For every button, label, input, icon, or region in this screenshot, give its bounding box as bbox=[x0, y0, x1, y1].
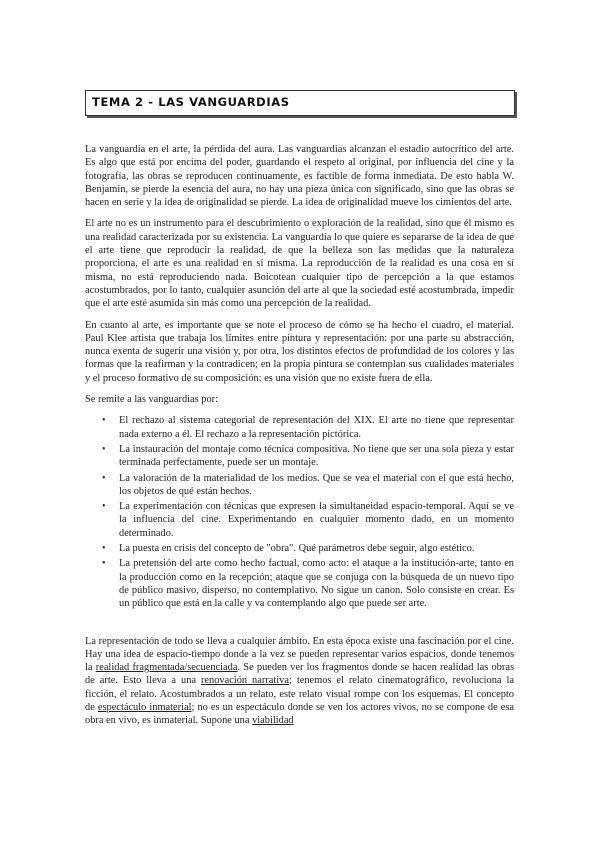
paragraph-representacion: La representación de todo se lleva a cualquier ámbito. En esta época existe una fascinación por el cine. Hay una idea de espacio-tiempo donde a la vez se pueden representar varios espacios, donde tenemos la realidad fragmentada/secuenciada. Se pueden ver los fragmentos donde se hacen realidad las obras de arte. Esto lleva a una renovación narrativa; tenemos el relato cinematográfico, revoluciona la ficción, el relato. Acostumbrados a un relato, este relato visual rompe con los esquemas. El concepto de espectáculo inmaterial; no es un espectáculo donde se ven los actores vivos, no se compone de esa obra en vivo, es inmaterial. Supone una viabilidad bbox=[85, 635, 515, 727]
title-box bbox=[85, 90, 515, 116]
list-item: • La valoración de la materialidad de los medios. Que se vea el material con el que está hecho, los objetos de qué están hechos. bbox=[102, 472, 514, 497]
term-realidad-fragmentada: realidad fragmentada/secuenciada bbox=[95, 662, 238, 674]
list-item: • La instauración del montaje como técnica compositiva. No tiene que ser una sola pieza y estar terminada perfectamente, puede ser un montaje. bbox=[102, 443, 514, 469]
list-item: • La puesta en crisis del concepto de "obra". Qué parámetros debe seguir, algo estético. bbox=[102, 543, 475, 555]
bullet-icon: • bbox=[102, 415, 106, 427]
bullet-icon: • bbox=[102, 472, 106, 484]
paragraph-klee: En cuanto al arte, es importante que se note el proceso de cómo se ha hecho el cuadro, el material. Paul Klee artista que trabaja los límites entre pintura y representación: por una parte su abstracción, nunca exenta de sugerir una visión y, por otra, los distintos efectos de profundidad de los colores y las formas que la reafirman y la contradicen; en la propia pintura se contemplan sus cualidades materiales y el proceso formativo de su composición: es una visión que no existe fuera de ella. bbox=[85, 319, 514, 384]
paragraph-realidad: El arte no es un instrumento para el descubrimiento o exploración de la realidad, sino que él mismo es una realidad caracterizada por su existencia. La vanguardia lo que quiere es separarse de la idea de que el arte tiene que reproducir la realidad, de que la belleza son las medidas que la naturaleza proporciona, el arte es una realidad en sí misma. La reproducción de la realidad es una cosa en sí misma, no está reproduciendo nada. Boicotean cualquier tipo de percepción a la que estamos acostumbrados, por lo tanto, cualquier asunción del arte al que la sociedad esté acostumbrada, impedir que el arte esté asumida sin más como una percepción de la realidad. bbox=[85, 218, 514, 310]
bullet-icon: • bbox=[102, 543, 106, 555]
term-viabilidad: viabilidad bbox=[252, 715, 294, 727]
bullet-icon: • bbox=[102, 558, 106, 570]
bullet-icon: • bbox=[102, 501, 106, 513]
term-espectaculo-inmaterial: espectáculo inmaterial bbox=[97, 701, 192, 713]
paragraph-aura: La vanguardia en el arte, la pérdida del aura. Las vanguardias alcanzan el estadio autocrítico del arte. Es algo que está por encima del poder, guardando el respeto al original, por influencia del cine y la fotografía, las obras se reproducen continuamente, es factible de forma inmediata. De esto habla W. Benjamin, se pierde la esencia del aura, no hay una pieza única con significado, sino que las obras se hacen en serie y la idea de originalidad se pierde. La idea de originalidad mueve los cimientos del arte. bbox=[85, 144, 514, 209]
term-renovacion-narrativa: renovación narrativa bbox=[200, 675, 289, 687]
list-item: • El rechazo al sistema categorial de representación del XIX. El arte no tiene que representar nada externo a él. El rechazo a la representación pictórica. bbox=[102, 415, 514, 440]
bullet-list bbox=[85, 414, 514, 610]
paragraph-intro-list: Se remite a las vanguardias por: bbox=[85, 394, 219, 406]
list-item: • La experimentación con técnicas que expresen la simultaneidad espacio-temporal. Aquí se ve la influencia del cine. Experimentando en cualquier momento dado, en un momento determinado. bbox=[102, 501, 514, 539]
spacer bbox=[85, 613, 514, 635]
bullet-icon: • bbox=[102, 443, 106, 455]
page-title: TEMA 2 - LAS VANGUARDIAS bbox=[92, 95, 290, 109]
list-item: • La pretensión del arte como hecho factual, como acto: el ataque a la institución-arte, tanto en la producción como en la recepción; ataque que se conjuga con la búsqueda de un nuevo tipo de público masivo, disperso, no contemplativo. No sigue un canon. Solo consiste en crear. Es un público que está en la calle y va contemplando algo que puede ser arte. bbox=[102, 558, 514, 610]
document-body bbox=[85, 143, 514, 736]
